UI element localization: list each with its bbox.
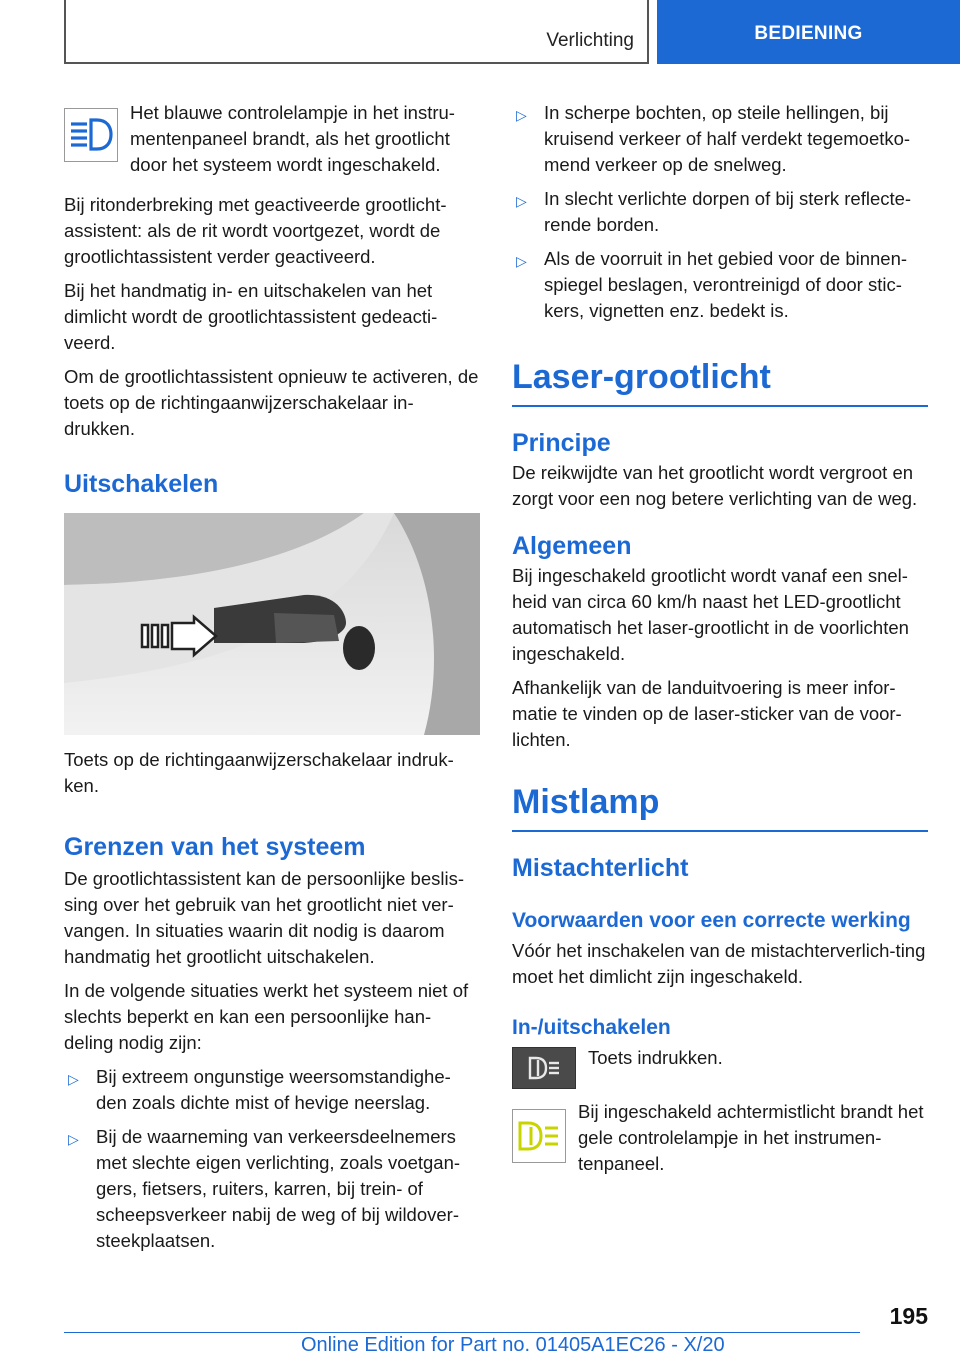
heading-voorwaarden: Voorwaarden voor een correcte werking bbox=[512, 909, 911, 932]
button-note bbox=[512, 1045, 928, 1089]
paragraph: Bij ingeschakeld grootlicht wordt vanaf een snel-heid van circa 60 km/h naast het LED-grootlicht automatisch het laser-grootlicht in de voorlichten ingeschakeld. bbox=[512, 565, 909, 664]
paragraph: Afhankelijk van de landuitvoering is meer infor-matie te vinden op de laser-sticker van de voor-lichten. bbox=[512, 677, 902, 750]
triangle-bullet-icon: ▷ bbox=[516, 107, 527, 123]
button-text: Toets indrukken. bbox=[588, 1047, 723, 1068]
indicator-text: Bij ingeschakeld achtermistlicht brandt het gele controlelampje in het instrumen-tenpaneel. bbox=[578, 1101, 924, 1174]
heading-principe: Principe bbox=[512, 429, 611, 457]
limits-list-continued bbox=[512, 100, 928, 324]
heading-laser-grootlicht: Laser-grootlicht bbox=[512, 358, 928, 407]
stalk-photo bbox=[64, 513, 480, 735]
page-number: 195 bbox=[889, 1303, 928, 1329]
chapter-tab[interactable]: BEDIENING bbox=[657, 0, 960, 64]
triangle-bullet-icon: ▷ bbox=[68, 1131, 79, 1147]
photo-caption: Toets op de richtingaanwijzerschakelaar indruk-ken. bbox=[64, 749, 454, 796]
paragraph: De reikwijdte van het grootlicht wordt vergroot en zorgt voor een nog betere verlichting van de weg. bbox=[512, 462, 918, 509]
right-column bbox=[512, 100, 928, 1191]
triangle-bullet-icon: ▷ bbox=[68, 1071, 79, 1087]
list-item: ▷ In scherpe bochten, op steile hellingen, bij kruisend verkeer of half verdekt tegemoetko-mend verkeer op de snelweg. bbox=[516, 102, 911, 175]
rear-fog-indicator-icon bbox=[512, 1109, 566, 1163]
heading-mistlamp: Mistlamp bbox=[512, 783, 928, 832]
paragraph: Bij ritonderbreking met geactiveerde grootlicht-assistent: als de rit wordt voortgezet, wordt de grootlichtassistent verder geactiveerd. bbox=[64, 194, 447, 267]
list-item: ▷ Als de voorruit in het gebied voor de binnen-spiegel beslagen, verontreinigd of door stic-kers, vignetten enz. bedekt is. bbox=[516, 248, 908, 321]
paragraph: In de volgende situaties werkt het systeem niet of slechts beperkt en kan een persoonlijke han-deling nodig zijn: bbox=[64, 980, 469, 1053]
footer-divider bbox=[64, 1332, 860, 1333]
list-item: ▷ Bij extreem ongunstige weersomstandighe-den zoals dichte mist of hevige neerslag. bbox=[68, 1066, 451, 1113]
paragraph: Om de grootlichtassistent opnieuw te activeren, de toets op de richtingaanwijzerschakelaar in-drukken. bbox=[64, 366, 479, 439]
list-item: ▷ In slecht verlichte dorpen of bij sterk reflecte-rende borden. bbox=[516, 188, 912, 235]
paragraph: Vóór het inschakelen van de mistachterverlich-ting moet het dimlicht zijn ingeschakeld. bbox=[512, 940, 926, 987]
paragraph: Bij het handmatig in- en uitschakelen van het dimlicht wordt de grootlichtassistent gedeacti-veerd. bbox=[64, 280, 438, 353]
high-beam-indicator-icon bbox=[64, 108, 118, 162]
footer-edition: Online Edition for Part no. 01405A1EC26 - X/20 bbox=[301, 1334, 725, 1356]
triangle-bullet-icon: ▷ bbox=[516, 193, 527, 209]
left-column bbox=[64, 100, 480, 1262]
heading-uitschakelen: Uitschakelen bbox=[64, 470, 219, 498]
heading-in-uitschakelen: In-/uitschakelen bbox=[512, 1016, 671, 1039]
heading-mistachterlicht: Mistachterlicht bbox=[512, 854, 689, 882]
triangle-bullet-icon: ▷ bbox=[516, 253, 527, 269]
paragraph: De grootlichtassistent kan de persoonlijke beslis-sing over het gebruik van het grootlicht niet ver-vangen. In situaties waarin dit nodig is daarom handmatig het grootlicht uitschakelen. bbox=[64, 868, 465, 967]
heading-algemeen: Algemeen bbox=[512, 532, 632, 560]
indicator-note bbox=[512, 1099, 928, 1177]
list-item: ▷ Bij de waarneming van verkeersdeelnemers met slechte eigen verlichting, zoals voetgan-gers, fietsers, ruiters, karren, bij trein- of scheepsverkeer nabij de weg of bij wildover-steekplaatsen. bbox=[68, 1126, 461, 1251]
limits-list bbox=[64, 1064, 480, 1254]
heading-grenzen: Grenzen van het systeem bbox=[64, 833, 366, 861]
rear-fog-button-icon bbox=[512, 1047, 576, 1089]
indicator-note bbox=[64, 100, 480, 178]
indicator-text: Het blauwe controlelampje in het instru-mentenpaneel brandt, als het grootlicht door het systeem wordt ingeschakeld. bbox=[130, 102, 455, 175]
section-title: Verlichting bbox=[546, 30, 634, 51]
